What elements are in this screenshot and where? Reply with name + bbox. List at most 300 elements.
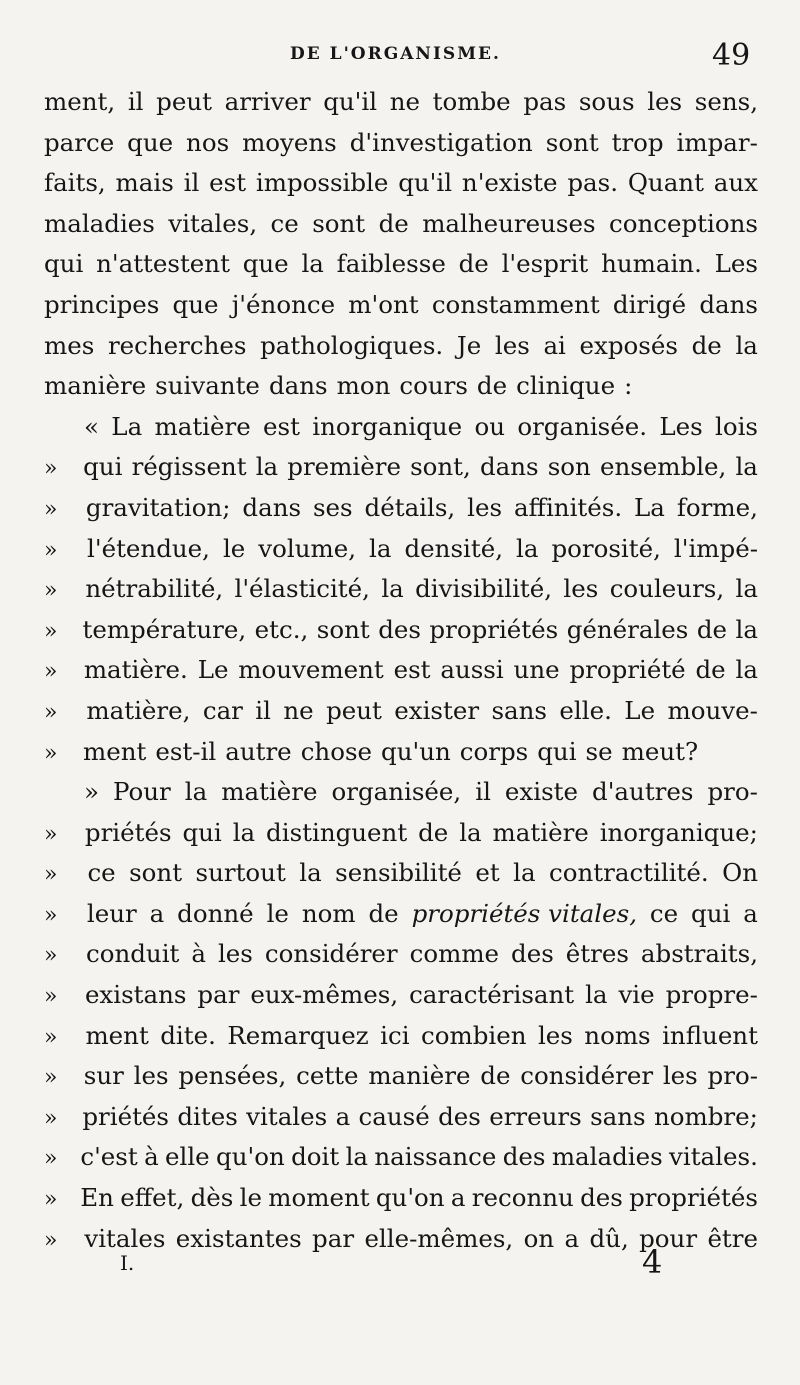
word: pas. bbox=[567, 168, 618, 198]
word: matière. bbox=[83, 655, 188, 685]
word: qu'on bbox=[375, 1183, 445, 1213]
word: caractérisant bbox=[409, 980, 575, 1010]
word: est-il bbox=[155, 736, 217, 766]
quote-mark: » bbox=[44, 902, 58, 928]
word: de bbox=[368, 898, 399, 928]
word: maladies bbox=[44, 208, 155, 238]
word: inorganique; bbox=[599, 817, 758, 847]
word: il bbox=[475, 777, 491, 807]
word: etc., bbox=[254, 614, 309, 644]
word: pathologiques. bbox=[260, 330, 444, 360]
word: est bbox=[393, 655, 431, 685]
word: on bbox=[523, 1223, 555, 1253]
text-line bbox=[44, 244, 758, 285]
word: conceptions bbox=[608, 208, 758, 238]
word: ai bbox=[543, 330, 566, 360]
word: sont bbox=[129, 858, 183, 888]
word: le bbox=[222, 533, 246, 563]
quote-mark: » bbox=[44, 1065, 58, 1091]
word: moyens bbox=[242, 127, 337, 157]
word: elle. bbox=[559, 695, 612, 725]
word: les bbox=[537, 1020, 573, 1050]
word: la bbox=[516, 533, 539, 563]
word: qu'il bbox=[323, 87, 378, 116]
text-line bbox=[44, 853, 758, 894]
quote-mark: » bbox=[44, 740, 58, 766]
word: sont, bbox=[410, 452, 471, 482]
word: et bbox=[475, 858, 500, 888]
word: la bbox=[459, 817, 482, 847]
word: les bbox=[494, 330, 530, 360]
word: doit bbox=[291, 1142, 340, 1172]
quote-mark: » bbox=[44, 578, 58, 604]
word: qui bbox=[691, 898, 731, 928]
word: existans bbox=[84, 980, 187, 1010]
word: de bbox=[695, 655, 726, 685]
word: à bbox=[144, 1142, 159, 1172]
text-line bbox=[44, 163, 758, 204]
quote-mark: » bbox=[44, 537, 58, 563]
word: aux bbox=[713, 168, 758, 198]
word: ses bbox=[312, 492, 353, 522]
word: les bbox=[217, 939, 253, 969]
word: de bbox=[458, 249, 489, 279]
quote-mark: » bbox=[44, 456, 58, 482]
quote-mark: » bbox=[44, 496, 58, 522]
quote-mark: » bbox=[44, 984, 58, 1010]
word: qui bbox=[182, 817, 222, 847]
word: de bbox=[476, 371, 508, 401]
word: moment bbox=[268, 1183, 370, 1213]
quote-mark: » bbox=[44, 1146, 58, 1172]
text-line bbox=[44, 772, 758, 813]
word: mouvement bbox=[238, 655, 384, 685]
word: chose bbox=[300, 736, 373, 766]
word: priétés bbox=[84, 817, 172, 847]
word: Les bbox=[714, 249, 758, 279]
word: la bbox=[585, 980, 608, 1010]
word: la bbox=[232, 817, 256, 847]
word: exposés bbox=[579, 330, 678, 360]
word: pas bbox=[523, 87, 567, 116]
word: car bbox=[202, 695, 243, 725]
word: constamment bbox=[431, 289, 600, 319]
word: parce bbox=[44, 127, 115, 157]
quote-mark: » bbox=[44, 659, 58, 685]
word: La bbox=[111, 411, 143, 441]
word: impossible bbox=[255, 168, 389, 198]
word: propriétés bbox=[629, 1183, 758, 1213]
text-line bbox=[44, 285, 758, 326]
word: mon bbox=[336, 371, 391, 401]
word: la bbox=[735, 452, 758, 482]
word: l'étendue, bbox=[87, 533, 210, 563]
text-line bbox=[44, 934, 758, 975]
text-line bbox=[44, 488, 758, 529]
word: m'ont bbox=[348, 289, 419, 319]
word: surtout bbox=[195, 858, 286, 888]
word: de bbox=[691, 330, 722, 360]
word: distinguent bbox=[266, 817, 408, 847]
word: couleurs, bbox=[609, 574, 725, 604]
word: sans bbox=[590, 1101, 646, 1131]
word: malheureuses bbox=[422, 208, 596, 238]
word: reconnu bbox=[471, 1183, 574, 1213]
word: corps bbox=[459, 736, 529, 766]
word: erreurs bbox=[489, 1101, 582, 1131]
text-line bbox=[44, 366, 758, 407]
word: des bbox=[502, 1142, 546, 1172]
word: par bbox=[197, 980, 240, 1010]
word: Les bbox=[659, 411, 703, 441]
word: que bbox=[172, 289, 219, 319]
word: organisée. bbox=[517, 411, 648, 441]
word: il bbox=[127, 87, 144, 116]
word: ce bbox=[87, 858, 116, 888]
word: pour bbox=[639, 1223, 698, 1253]
word: comme bbox=[409, 939, 500, 969]
quote-mark: » bbox=[44, 943, 58, 969]
word: a bbox=[450, 1183, 466, 1213]
word: la bbox=[735, 330, 758, 360]
word: de bbox=[696, 614, 728, 644]
word: a bbox=[743, 898, 758, 928]
text-line bbox=[44, 1137, 758, 1178]
word: donné bbox=[177, 898, 254, 928]
word: manière bbox=[44, 371, 147, 401]
text-line bbox=[44, 204, 758, 245]
italic-term: propriétés vitales, bbox=[411, 898, 637, 928]
word: est bbox=[263, 411, 300, 441]
word: causé bbox=[358, 1101, 430, 1131]
word: pro- bbox=[707, 777, 758, 807]
word: ment bbox=[83, 736, 147, 766]
word: l'esprit bbox=[501, 249, 589, 279]
word: sur bbox=[83, 1061, 124, 1091]
text-line bbox=[44, 123, 758, 164]
word: existe bbox=[504, 777, 578, 807]
word: par bbox=[312, 1223, 355, 1253]
word: matière, bbox=[86, 695, 191, 725]
running-title: DE L'ORGANISME. bbox=[290, 44, 501, 64]
word: de bbox=[480, 1061, 511, 1091]
word: elle bbox=[165, 1142, 210, 1172]
word: nom bbox=[301, 898, 356, 928]
word: qu'il bbox=[398, 168, 453, 198]
word: la bbox=[735, 574, 758, 604]
word: il bbox=[255, 695, 271, 725]
word: son bbox=[547, 452, 591, 482]
word: propriétés bbox=[429, 614, 559, 644]
quote-mark: » bbox=[44, 1105, 58, 1131]
word: Le bbox=[624, 695, 656, 725]
word: les bbox=[647, 87, 683, 116]
word: suivante bbox=[155, 371, 260, 401]
word: sens, bbox=[694, 87, 758, 116]
word: sous bbox=[578, 87, 635, 116]
text-line bbox=[44, 529, 758, 570]
word: considérer bbox=[520, 1061, 654, 1091]
text-line bbox=[44, 610, 758, 651]
word: l'élasticité, bbox=[234, 574, 370, 604]
word: affinités. bbox=[513, 492, 623, 522]
word: les bbox=[133, 1061, 169, 1091]
word: ici bbox=[380, 1020, 410, 1050]
word: clinique bbox=[516, 371, 616, 401]
word: recherches bbox=[107, 330, 247, 360]
word: « bbox=[84, 411, 99, 441]
word: dites bbox=[177, 1101, 238, 1131]
word: sont bbox=[545, 127, 599, 157]
word: cours bbox=[399, 371, 468, 401]
word: Je bbox=[456, 330, 482, 360]
word: la bbox=[513, 858, 536, 888]
word: tombe bbox=[432, 87, 511, 116]
word: ou bbox=[474, 411, 506, 441]
word: propre- bbox=[665, 980, 758, 1010]
word: vitales. bbox=[669, 1142, 758, 1172]
word: eux-mêmes, bbox=[250, 980, 399, 1010]
word: matière bbox=[492, 817, 589, 847]
word: des bbox=[580, 1183, 623, 1213]
word: maladies bbox=[551, 1142, 663, 1172]
quote-mark: » bbox=[44, 1227, 58, 1253]
word: nos bbox=[186, 127, 230, 157]
word: de bbox=[418, 817, 449, 847]
word: sans bbox=[491, 695, 548, 725]
word: lois bbox=[714, 411, 758, 441]
word: la bbox=[255, 452, 279, 482]
word: se bbox=[585, 736, 613, 766]
word: à bbox=[191, 939, 206, 969]
word: ne bbox=[283, 695, 314, 725]
word: naissance bbox=[374, 1142, 497, 1172]
word: les bbox=[563, 574, 599, 604]
word: qui bbox=[537, 736, 577, 766]
word: nétrabilité, bbox=[85, 574, 224, 604]
word: effet, bbox=[120, 1183, 185, 1213]
word: volume, bbox=[258, 533, 357, 563]
word: la bbox=[301, 249, 324, 279]
word: » bbox=[84, 777, 99, 807]
text-line bbox=[44, 1178, 758, 1219]
word: j'énonce bbox=[231, 289, 336, 319]
word: abstraits, bbox=[640, 939, 758, 969]
word: n'attestent bbox=[96, 249, 230, 279]
word: impar- bbox=[676, 127, 758, 157]
page-number: 49 bbox=[712, 38, 751, 73]
running-head bbox=[0, 38, 800, 78]
word: dans bbox=[479, 452, 539, 482]
body-text bbox=[44, 82, 758, 1259]
word: priétés bbox=[82, 1101, 170, 1131]
text-line bbox=[44, 1016, 758, 1057]
text-line bbox=[44, 1097, 758, 1138]
word: divisibilité, bbox=[415, 574, 553, 604]
word: il bbox=[183, 168, 200, 198]
word: a bbox=[149, 898, 165, 928]
word: vitales, bbox=[168, 208, 258, 238]
gathering-number: 4 bbox=[642, 1243, 663, 1281]
word: principes bbox=[44, 289, 160, 319]
quote-mark: » bbox=[44, 821, 58, 847]
word: de bbox=[378, 208, 409, 238]
word: la bbox=[735, 655, 758, 685]
word: organisée, bbox=[331, 777, 462, 807]
word: considérer bbox=[264, 939, 398, 969]
word: Remarquez bbox=[227, 1020, 369, 1050]
word: générales bbox=[566, 614, 689, 644]
word: d'autres bbox=[592, 777, 694, 807]
word: dans bbox=[242, 492, 302, 522]
word: dite. bbox=[160, 1020, 216, 1050]
word: première bbox=[287, 452, 401, 482]
word: la bbox=[381, 574, 404, 604]
word: inorganique bbox=[312, 411, 463, 441]
word: Le bbox=[197, 655, 229, 685]
word: des bbox=[438, 1101, 481, 1131]
text-line bbox=[44, 407, 758, 448]
page-footer bbox=[0, 1245, 800, 1285]
signature-mark: I. bbox=[120, 1251, 135, 1275]
word: densité, bbox=[404, 533, 503, 563]
word: ment bbox=[85, 1020, 149, 1050]
word: porosité, bbox=[551, 533, 661, 563]
word: En bbox=[80, 1183, 114, 1213]
word: peut bbox=[326, 695, 382, 725]
word: ment, bbox=[44, 87, 116, 116]
quote-mark: » bbox=[44, 699, 58, 725]
word: ce bbox=[270, 208, 299, 238]
word: ne bbox=[389, 87, 420, 116]
text-line bbox=[44, 650, 758, 691]
word: la bbox=[735, 614, 758, 644]
word: n'existe bbox=[461, 168, 558, 198]
word: qu'on bbox=[216, 1142, 285, 1172]
word: des bbox=[511, 939, 554, 969]
word: régissent bbox=[131, 452, 247, 482]
word: humain. bbox=[601, 249, 702, 279]
word: qu'un bbox=[381, 736, 451, 766]
word: existantes bbox=[175, 1223, 302, 1253]
word: gravitation; bbox=[85, 492, 231, 522]
word: être bbox=[707, 1223, 758, 1253]
word: mouve- bbox=[667, 695, 758, 725]
word: sont bbox=[316, 614, 370, 644]
word: dans bbox=[268, 371, 328, 401]
word: une bbox=[513, 655, 560, 685]
text-line bbox=[44, 82, 758, 123]
text-line bbox=[44, 894, 758, 935]
word: ensemble, bbox=[599, 452, 727, 482]
word: propriété bbox=[569, 655, 686, 685]
word: cette bbox=[296, 1061, 359, 1091]
word: le bbox=[266, 898, 289, 928]
word: dans bbox=[699, 289, 758, 319]
text-line bbox=[44, 326, 758, 367]
text-line bbox=[44, 813, 758, 854]
word: pro- bbox=[707, 1061, 758, 1091]
word: que bbox=[127, 127, 174, 157]
text-line bbox=[44, 691, 758, 732]
word: noms bbox=[584, 1020, 651, 1050]
text-line bbox=[44, 1056, 758, 1097]
word: elle-mêmes, bbox=[364, 1223, 514, 1253]
word: la bbox=[369, 533, 392, 563]
word: ce bbox=[649, 898, 679, 928]
word: la bbox=[184, 777, 208, 807]
word: vitales bbox=[246, 1101, 328, 1131]
word: arriver bbox=[224, 87, 311, 116]
word: combien bbox=[420, 1020, 527, 1050]
word: faits, bbox=[44, 168, 106, 198]
word: êtres bbox=[565, 939, 629, 969]
word: sont bbox=[312, 208, 366, 238]
text-line bbox=[44, 447, 758, 488]
text-line bbox=[44, 569, 758, 610]
text-line bbox=[44, 975, 758, 1016]
word: détails, bbox=[364, 492, 456, 522]
word: contractilité. bbox=[549, 858, 709, 888]
word: l'impé- bbox=[673, 533, 758, 563]
word: matière bbox=[154, 411, 251, 441]
word: les bbox=[467, 492, 503, 522]
word: matière bbox=[221, 777, 318, 807]
word: vie bbox=[618, 980, 655, 1010]
word: température, bbox=[82, 614, 247, 644]
word: Pour bbox=[113, 777, 171, 807]
word: La bbox=[634, 492, 665, 522]
word: nombre; bbox=[653, 1101, 758, 1131]
word: pensées, bbox=[178, 1061, 287, 1091]
word: d'investigation bbox=[349, 127, 533, 157]
word: On bbox=[722, 858, 758, 888]
word: c'est bbox=[80, 1142, 138, 1172]
word: : bbox=[624, 371, 633, 401]
word: a bbox=[335, 1101, 351, 1131]
word: la bbox=[345, 1142, 369, 1172]
word: faiblesse bbox=[336, 249, 446, 279]
word: qui bbox=[83, 452, 123, 482]
word: des bbox=[378, 614, 421, 644]
word: autre bbox=[225, 736, 292, 766]
word: le bbox=[239, 1183, 262, 1213]
word: les bbox=[662, 1061, 698, 1091]
word: aussi bbox=[440, 655, 504, 685]
word: dirigé bbox=[612, 289, 687, 319]
word: qui bbox=[44, 249, 84, 279]
word: la bbox=[299, 858, 322, 888]
word: mes bbox=[44, 330, 95, 360]
quote-mark: » bbox=[44, 862, 58, 888]
word: influent bbox=[662, 1020, 758, 1050]
word: vitales bbox=[84, 1223, 166, 1253]
word: peut bbox=[156, 87, 212, 116]
word: meut? bbox=[621, 736, 699, 766]
word: leur bbox=[86, 898, 137, 928]
word: manière bbox=[368, 1061, 471, 1091]
word: exister bbox=[394, 695, 480, 725]
word: sensibilité bbox=[335, 858, 462, 888]
word: dû, bbox=[589, 1223, 629, 1253]
quote-mark: » bbox=[44, 618, 58, 644]
quote-mark: » bbox=[44, 1187, 58, 1213]
text-line bbox=[44, 732, 758, 773]
word: trop bbox=[611, 127, 664, 157]
word: mais bbox=[115, 168, 174, 198]
word: est bbox=[209, 168, 247, 198]
word: forme, bbox=[676, 492, 758, 522]
